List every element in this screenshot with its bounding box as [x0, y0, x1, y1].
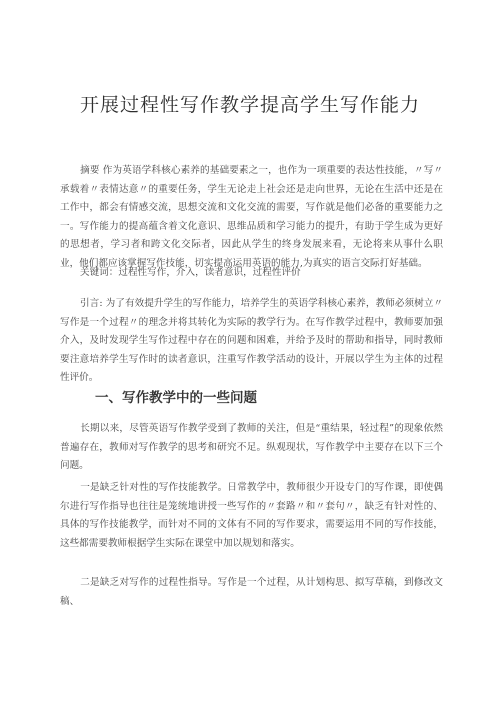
- abstract-paragraph: [60, 162, 443, 274]
- section-heading: 一、写作教学中的一些问题: [95, 390, 257, 406]
- intro-paragraph: [60, 295, 443, 388]
- section1-paragraph-1: [60, 420, 443, 476]
- intro-text: 为了有效提升学生的写作能力，培养学生的英语学科核心素养，教师必须树立〃写作是一个过程〃的理念并将其转化为实际的教学行为。在写作教学过程中，教师要加强介入，及时发现学生写作过程中存在的问题和困难，并给予及时的帮助和指导，同时教师要注意培养学生写作时的读者意识，注重写作教学活动的设计，开展以学生为主体的过程性评价。: [60, 298, 444, 384]
- keywords-label: 关键词：: [80, 267, 119, 278]
- section1-p3-text: 二是缺乏对写作的过程性指导。写作是一个过程，从计划构思、拟写草稿，到修改文稿、: [60, 577, 443, 607]
- abstract-text: 作为英语学科核心素养的基础要素之一，也作为一项重要的表达性技能，〃写〃承载着〃表情达意〃的重要任务，学生无论走上社会还是走向世界，无论在生活中还是在工作中，都会有情感交流，思想交流和文化交流的需要，写作就是他们必备的重要能力之一。写作能力的提高蕴含着文化意识、思维品质和学习能力的提升，有助于学生成为更好的思想者，学习者和跨文化交际者，因此从学生的终身发展来看，无论将来从事什么职业，他们都应该掌握写作技能，切实提高运用英语的能力,为真实的语言交际打好基础。: [60, 165, 444, 269]
- keywords-paragraph: [60, 264, 443, 283]
- abstract-label: 摘要: [80, 165, 100, 176]
- intro-label: 引言:: [80, 298, 103, 309]
- section1-paragraph-3: [60, 574, 443, 611]
- section1-p2-text: 一是缺乏针对性的写作技能教学。日常教学中，教师很少开设专门的写作课，即使偶尔进行写作指导也往往是笼统地讲授一些写作的〃套路〃和〃套句〃，缺乏有针对性的、具体的写作技能教学，而针对不同的文体有不同的写作要求，需要运用不同的写作技能，这些都需要教师根据学生实际在课堂中加以规划和落实。: [60, 482, 443, 549]
- document-title: 开展过程性写作教学提高学生写作能力: [79, 94, 420, 116]
- section1-p1-text: 长期以来，尽管英语写作教学受到了教师的关注，但是“重结果，轻过程”的现象依然普遍存在，教师对写作教学的思考和研究不足。纵观现状，写作教学中主要存在以下三个问题。: [60, 423, 443, 472]
- keywords-text: 过程性写作，介入，读者意识，过程性评价: [118, 267, 301, 278]
- section1-paragraph-2: [60, 479, 443, 553]
